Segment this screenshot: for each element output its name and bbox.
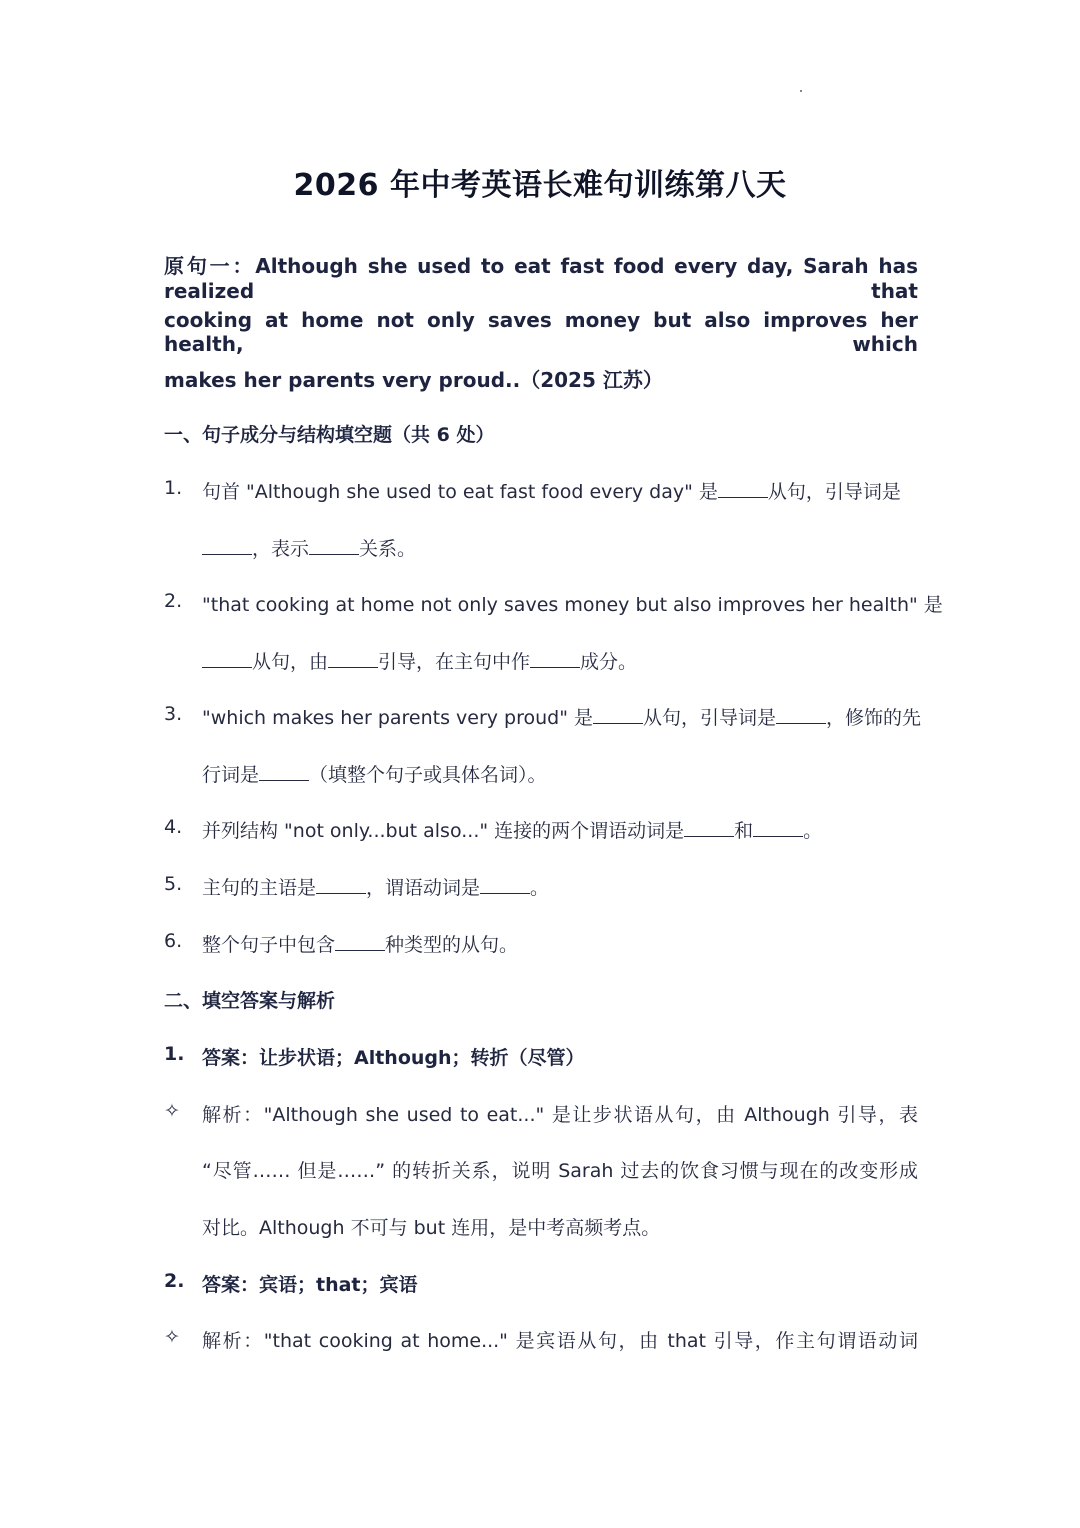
item-2-line-1: "that cooking at home not only saves money but also improves her health" 是 <box>202 594 943 616</box>
fill-blank[interactable] <box>328 649 378 668</box>
answer-1-text: 答案：让步状语；Although；转折（尽管） <box>202 1047 585 1069</box>
fill-blank[interactable] <box>259 762 309 781</box>
item-1-line-2: ，表示 关系。 <box>202 534 918 561</box>
fill-blank[interactable] <box>202 649 252 668</box>
analysis-1-line-1: 解析："Although she used to eat..." 是让步状语从句，由 Although 引导，表 <box>202 1104 918 1126</box>
fill-blank[interactable] <box>593 705 643 724</box>
answer-2-text: 答案：宾语；that；宾语 <box>202 1274 418 1296</box>
item-6-line-1: 整个句子中包含 种类型的从句。 <box>202 934 519 956</box>
item-4-line-1: 并列结构 "not only...but also..." 连接的两个谓语动词是 和 。 <box>202 820 823 842</box>
item-3-number: 3. <box>164 703 183 725</box>
original-sentence-line-1: 原句一：Although she used to eat fast food every day, Sarah has realized that <box>164 254 918 303</box>
answer-1-number: 1. <box>164 1043 185 1065</box>
analysis-2-line-1: 解析："that cooking at home..." 是宾语从句，由 that 引导，作主句谓语动词 <box>202 1330 918 1352</box>
analysis-1-line-3: 对比。Although 不可与 but 连用，是中考高频考点。 <box>202 1217 661 1239</box>
fill-blank[interactable] <box>718 479 768 498</box>
fill-blank[interactable] <box>530 649 580 668</box>
fill-blank[interactable] <box>202 536 252 555</box>
item-2-line-2: 从句，由 引导，在主句中作 成分。 <box>202 647 918 674</box>
fill-blank[interactable] <box>316 875 366 894</box>
fill-blank[interactable] <box>753 818 803 837</box>
item-5-line-1: 主句的主语是 ，谓语动词是 。 <box>202 877 550 899</box>
item-4-number: 4. <box>164 816 183 838</box>
speck <box>800 90 802 92</box>
fill-blank[interactable] <box>776 705 826 724</box>
answer-2-number: 2. <box>164 1270 185 1292</box>
item-3-line-2: 行词是 （填整个句子或具体名词）。 <box>202 764 547 786</box>
fill-blank[interactable] <box>684 818 734 837</box>
diamond-bullet-icon: ✧ <box>164 1100 180 1122</box>
item-6-number: 6. <box>164 930 183 952</box>
item-1-number: 1. <box>164 477 183 499</box>
original-sentence-line-2: cooking at home not only saves money but also improves her health, which <box>164 308 918 356</box>
diamond-bullet-icon: ✧ <box>164 1326 180 1348</box>
section-1-heading: 一、句子成分与结构填空题（共 6 处） <box>164 424 495 446</box>
page-title: 2026 年中考英语长难句训练第八天 <box>293 168 787 203</box>
section-2-heading: 二、填空答案与解析 <box>164 990 336 1012</box>
analysis-1-line-2: “尽管…… 但是……” 的转折关系，说明 Sarah 过去的饮食习惯与现在的改变形成 <box>202 1160 918 1182</box>
item-1-line-1: 句首 "Although she used to eat fast food every day" 是 从句，引导词是 <box>202 481 901 503</box>
fill-blank[interactable] <box>335 932 385 951</box>
item-5-number: 5. <box>164 873 183 895</box>
original-sentence-line-3: makes her parents very proud..（2025 江苏） <box>164 368 663 392</box>
item-2-number: 2. <box>164 590 183 612</box>
fill-blank[interactable] <box>480 875 530 894</box>
fill-blank[interactable] <box>309 536 359 555</box>
item-3-line-1: "which makes her parents very proud" 是 从句，引导词是 ，修饰的先 <box>202 707 922 729</box>
